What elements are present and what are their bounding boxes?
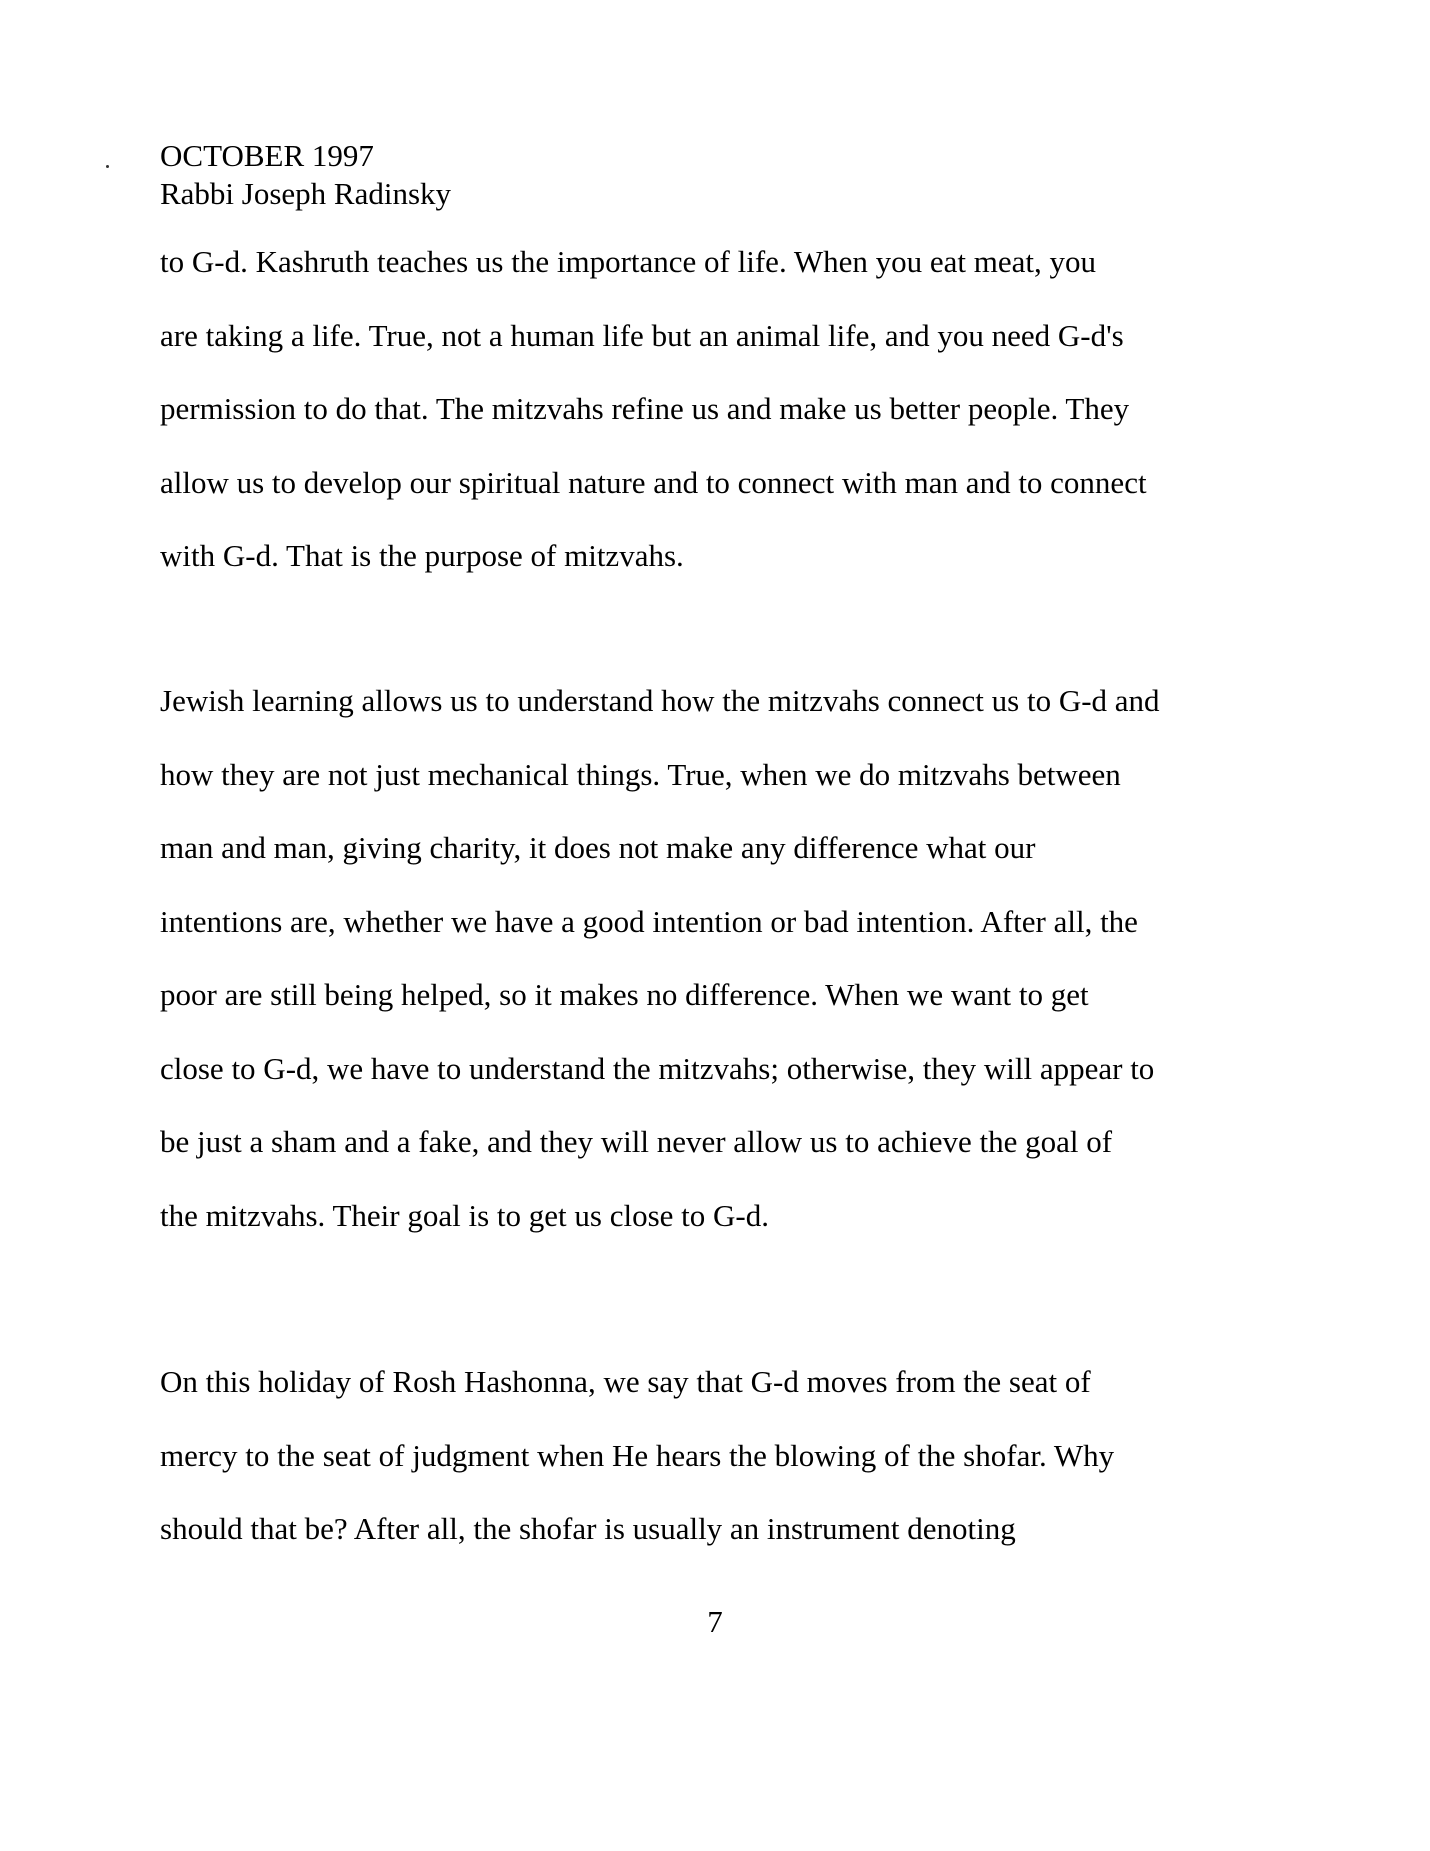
text-line: the mitzvahs. Their goal is to get us close to G-d.: [160, 1198, 769, 1233]
text-line: are taking a life. True, not a human life but an animal life, and you need G-d's: [160, 318, 1124, 353]
text-line: poor are still being helped, so it makes no difference. When we want to get: [160, 977, 1089, 1012]
header-date: OCTOBER 1997: [160, 138, 374, 173]
text-line: how they are not just mechanical things. True, when we do mitzvahs between: [160, 757, 1121, 792]
text-line: to G-d. Kashruth teaches us the importance of life. When you eat meat, you: [160, 244, 1097, 279]
text-line: Jewish learning allows us to understand how the mitzvahs connect us to G-d and: [160, 683, 1160, 718]
text-line: permission to do that. The mitzvahs refine us and make us better people. They: [160, 391, 1130, 426]
text-line: man and man, giving charity, it does not make any difference what our: [160, 830, 1036, 865]
text-line: should that be? After all, the shofar is usually an instrument denoting: [160, 1511, 1016, 1546]
page-header: [160, 137, 451, 213]
text-line: close to G-d, we have to understand the mitzvahs; otherwise, they will appear to: [160, 1051, 1155, 1086]
text-line: be just a sham and a fake, and they will never allow us to achieve the goal of: [160, 1124, 1113, 1159]
text-line: mercy to the seat of judgment when He hears the blowing of the shofar. Why: [160, 1438, 1115, 1473]
text-line: allow us to develop our spiritual nature and to connect with man and to connect: [160, 465, 1147, 500]
page-number: 7: [707, 1604, 723, 1639]
text-line: with G-d. That is the purpose of mitzvahs.: [160, 538, 684, 573]
header-author: Rabbi Joseph Radinsky: [160, 176, 452, 211]
text-line: On this holiday of Rosh Hashonna, we say that G-d moves from the seat of: [160, 1364, 1091, 1399]
stray-mark: [106, 165, 109, 168]
text-line: intentions are, whether we have a good intention or bad intention. After all, the: [160, 904, 1138, 939]
